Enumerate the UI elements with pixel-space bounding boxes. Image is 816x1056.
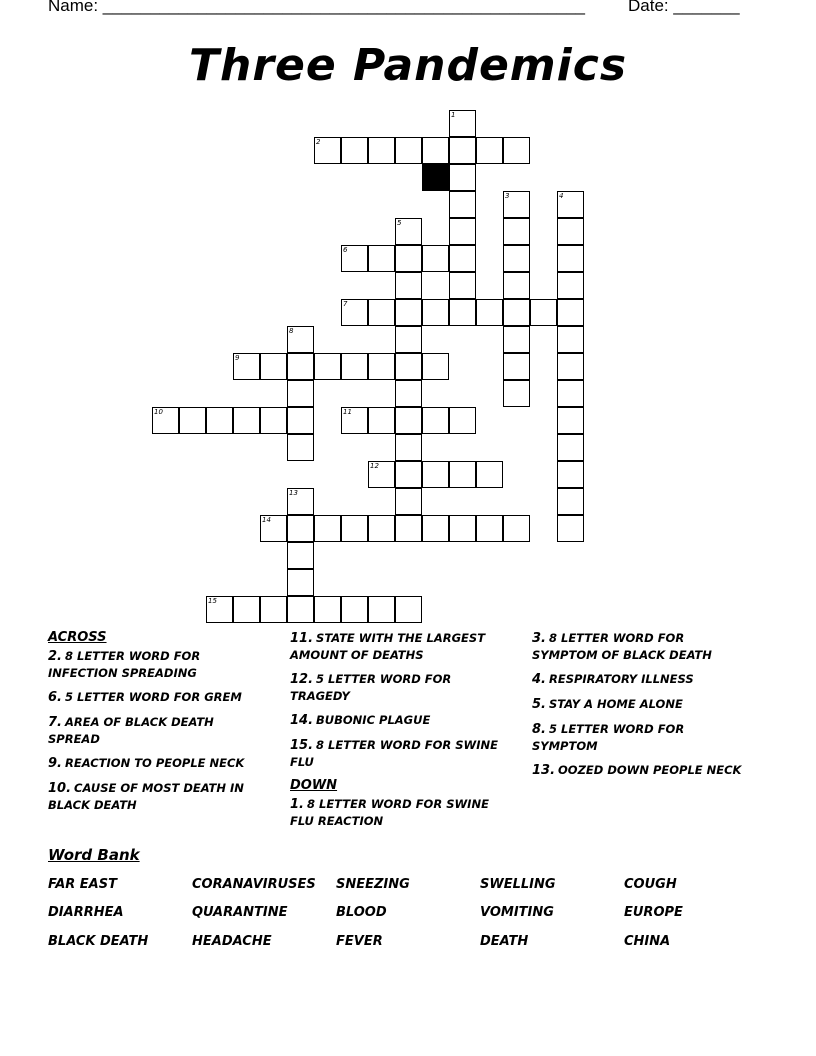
clue-number-12: 12 [370, 462, 379, 470]
crossword-cell[interactable] [395, 407, 422, 434]
clue-number-8: 8 [289, 327, 294, 335]
clue-number-10: 10 [154, 408, 163, 416]
crossword-cell[interactable] [449, 245, 476, 272]
crossword-cell[interactable] [395, 461, 422, 488]
clue-num: 4. [532, 672, 546, 687]
crossword-cell[interactable] [368, 245, 395, 272]
crossword-cell[interactable] [503, 245, 530, 272]
crossword-cell[interactable] [557, 299, 584, 326]
clue-text: STATE WITH THE LARGEST AMOUNT OF DEATHS [290, 631, 486, 662]
clue-number-6: 6 [343, 246, 348, 254]
clue-text: 5 LETTER WORD FOR TRAGEDY [290, 672, 452, 703]
clue-number-15: 15 [208, 597, 217, 605]
crossword-cell[interactable] [287, 596, 314, 623]
clue-text: 8 LETTER WORD FOR SYMPTOM OF BLACK DEATH [532, 631, 712, 662]
crossword-cell[interactable] [503, 353, 530, 380]
word-bank-item: COUGH [624, 877, 677, 892]
clue-num: 6. [48, 690, 62, 705]
clue-14 [290, 712, 505, 729]
clue-2 [48, 648, 268, 681]
clue-text: 8 LETTER WORD FOR INFECTION SPREADING [48, 649, 201, 680]
crossword-cell[interactable] [368, 137, 395, 164]
crossword-cell[interactable] [287, 380, 314, 407]
crossword-cell[interactable] [368, 407, 395, 434]
crossword-cell[interactable] [260, 407, 287, 434]
crossword-cell[interactable] [422, 299, 449, 326]
clue-text: 8 LETTER WORD FOR SWINE FLU [290, 738, 498, 769]
crossword-cell[interactable] [341, 515, 368, 542]
word-bank-item: BLOOD [336, 905, 387, 920]
clue-num: 5. [532, 697, 546, 712]
clue-11 [290, 630, 505, 663]
crossword-cell[interactable] [368, 299, 395, 326]
crossword-cell[interactable] [449, 299, 476, 326]
crossword-cell[interactable] [449, 407, 476, 434]
clues-column-1 [48, 630, 268, 821]
clue-text: 8 LETTER WORD FOR SWINE FLU REACTION [290, 797, 489, 828]
clue-8 [532, 721, 752, 754]
crossword-cell[interactable] [503, 137, 530, 164]
crossword-cell[interactable] [395, 353, 422, 380]
clue-num: 2. [48, 649, 62, 664]
crossword-cell[interactable] [395, 137, 422, 164]
crossword-cell[interactable] [557, 245, 584, 272]
crossword-cell[interactable] [314, 515, 341, 542]
crossword-cell[interactable] [395, 596, 422, 623]
crossword-cell[interactable] [449, 137, 476, 164]
word-bank-item: DIARRHEA [48, 905, 124, 920]
clue-10 [48, 780, 268, 813]
date-field-label: Date: _______ [628, 0, 740, 15]
crossword-cell[interactable] [449, 164, 476, 191]
clue-text: OOZED DOWN PEOPLE NECK [558, 763, 742, 777]
crossword-cell[interactable] [395, 434, 422, 461]
clue-text: BUBONIC PLAGUE [316, 713, 431, 727]
name-field-label: Name: ___________________________________________________ [48, 0, 585, 15]
crossword-cell[interactable] [341, 596, 368, 623]
crossword-cell[interactable] [422, 461, 449, 488]
crossword-cell[interactable] [503, 218, 530, 245]
crossword-cell[interactable] [476, 461, 503, 488]
word-bank-item: QUARANTINE [192, 905, 288, 920]
crossword-cell[interactable] [368, 353, 395, 380]
crossword-cell[interactable] [557, 353, 584, 380]
word-bank-item: CHINA [624, 934, 671, 949]
crossword-cell[interactable] [287, 434, 314, 461]
crossword-cell[interactable] [314, 596, 341, 623]
clue-4 [532, 671, 752, 688]
clue-3 [532, 630, 752, 663]
across-heading: ACROSS [48, 630, 107, 645]
clue-6 [48, 689, 268, 706]
clue-7 [48, 714, 268, 747]
crossword-cell[interactable] [287, 515, 314, 542]
clue-number-1: 1 [451, 111, 456, 119]
clue-number-4: 4 [559, 192, 564, 200]
word-bank-item: SWELLING [480, 877, 556, 892]
crossword-cell[interactable] [395, 272, 422, 299]
crossword-cell[interactable] [368, 596, 395, 623]
clue-number-9: 9 [235, 354, 240, 362]
clue-number-5: 5 [397, 219, 402, 227]
clue-num: 9. [48, 756, 62, 771]
crossword-cell[interactable] [341, 353, 368, 380]
clue-number-14: 14 [262, 516, 271, 524]
word-bank-title: Word Bank [48, 846, 140, 864]
clues-column-3 [532, 630, 752, 787]
word-bank-item: EUROPE [624, 905, 683, 920]
crossword-cell[interactable] [557, 407, 584, 434]
crossword-cell[interactable] [557, 380, 584, 407]
clue-1 [290, 796, 505, 829]
crossword-cell[interactable] [395, 299, 422, 326]
crossword-cell[interactable] [287, 353, 314, 380]
crossword-cell[interactable] [449, 515, 476, 542]
clue-num: 8. [532, 722, 546, 737]
clue-13 [532, 762, 752, 779]
clue-num: 1. [290, 797, 304, 812]
crossword-cell[interactable] [557, 326, 584, 353]
crossword-cell[interactable] [557, 461, 584, 488]
crossword-cell[interactable] [503, 380, 530, 407]
clue-number-2: 2 [316, 138, 321, 146]
crossword-cell[interactable] [395, 326, 422, 353]
clue-15 [290, 737, 505, 770]
crossword-cell[interactable] [476, 299, 503, 326]
clue-number-13: 13 [289, 489, 298, 497]
crossword-cell[interactable] [287, 407, 314, 434]
crossword-cell[interactable] [557, 515, 584, 542]
clue-text: 5 LETTER WORD FOR SYMPTOM [532, 722, 685, 753]
crossword-cell[interactable] [422, 245, 449, 272]
crossword-cell[interactable] [395, 245, 422, 272]
crossword-cell[interactable] [557, 434, 584, 461]
clue-number-11: 11 [343, 408, 352, 416]
crossword-cell[interactable] [314, 353, 341, 380]
clue-num: 14. [290, 713, 314, 728]
clue-num: 15. [290, 738, 314, 753]
crossword-cell[interactable] [395, 380, 422, 407]
crossword-cell[interactable] [530, 299, 557, 326]
clue-text: 5 LETTER WORD FOR GREM [64, 690, 242, 704]
clue-number-3: 3 [505, 192, 510, 200]
clue-num: 3. [532, 631, 546, 646]
crossword-cell[interactable] [503, 326, 530, 353]
crossword-cell[interactable] [368, 515, 395, 542]
word-bank-item: HEADACHE [192, 934, 272, 949]
crossword-cell[interactable] [287, 569, 314, 596]
crossword-cell[interactable] [422, 353, 449, 380]
crossword-cell[interactable] [557, 218, 584, 245]
word-bank-item: VOMITING [480, 905, 554, 920]
crossword-cell[interactable] [422, 137, 449, 164]
crossword-cell[interactable] [179, 407, 206, 434]
crossword-cell[interactable] [206, 407, 233, 434]
crossword-cell[interactable] [557, 488, 584, 515]
clue-text: REACTION TO PEOPLE NECK [64, 756, 245, 770]
clue-num: 10. [48, 781, 72, 796]
word-bank-item: FAR EAST [48, 877, 117, 892]
word-bank-item: BLACK DEATH [48, 934, 149, 949]
crossword-cell[interactable] [287, 542, 314, 569]
clue-5 [532, 696, 752, 713]
clue-text: STAY A HOME ALONE [548, 697, 683, 711]
crossword-cell[interactable] [233, 407, 260, 434]
crossword-cell[interactable] [260, 353, 287, 380]
clue-num: 13. [532, 763, 556, 778]
clue-number-7: 7 [343, 300, 348, 308]
crossword-cell[interactable] [260, 596, 287, 623]
crossword-cell[interactable] [449, 191, 476, 218]
crossword-cell[interactable] [422, 407, 449, 434]
crossword-cell[interactable] [422, 515, 449, 542]
clue-num: 11. [290, 631, 314, 646]
clues-column-2 [290, 630, 505, 837]
crossword-cell[interactable] [395, 488, 422, 515]
clue-num: 7. [48, 715, 62, 730]
crossword-cell[interactable] [449, 218, 476, 245]
clue-text: RESPIRATORY ILLNESS [548, 672, 694, 686]
crossword-cell[interactable] [341, 137, 368, 164]
crossword-cell[interactable] [503, 515, 530, 542]
blocked-cell [422, 164, 449, 191]
clue-12 [290, 671, 505, 704]
crossword-cell[interactable] [476, 137, 503, 164]
crossword-cell[interactable] [476, 515, 503, 542]
clue-9 [48, 755, 268, 772]
crossword-cell[interactable] [557, 272, 584, 299]
crossword-cell[interactable] [233, 596, 260, 623]
crossword-cell[interactable] [449, 272, 476, 299]
page-title: Three Pandemics [188, 40, 628, 91]
crossword-cell[interactable] [503, 272, 530, 299]
crossword-cell[interactable] [395, 515, 422, 542]
word-bank-item: SNEEZING [336, 877, 410, 892]
crossword-cell[interactable] [503, 299, 530, 326]
word-bank-item: DEATH [480, 934, 529, 949]
word-bank-item: CORANAVIRUSES [192, 877, 316, 892]
clue-num: 12. [290, 672, 314, 687]
crossword-cell[interactable] [449, 461, 476, 488]
clue-text: CAUSE OF MOST DEATH IN BLACK DEATH [48, 781, 244, 812]
word-bank-item: FEVER [336, 934, 383, 949]
clue-text: AREA OF BLACK DEATH SPREAD [48, 715, 214, 746]
down-heading: DOWN [290, 778, 338, 793]
